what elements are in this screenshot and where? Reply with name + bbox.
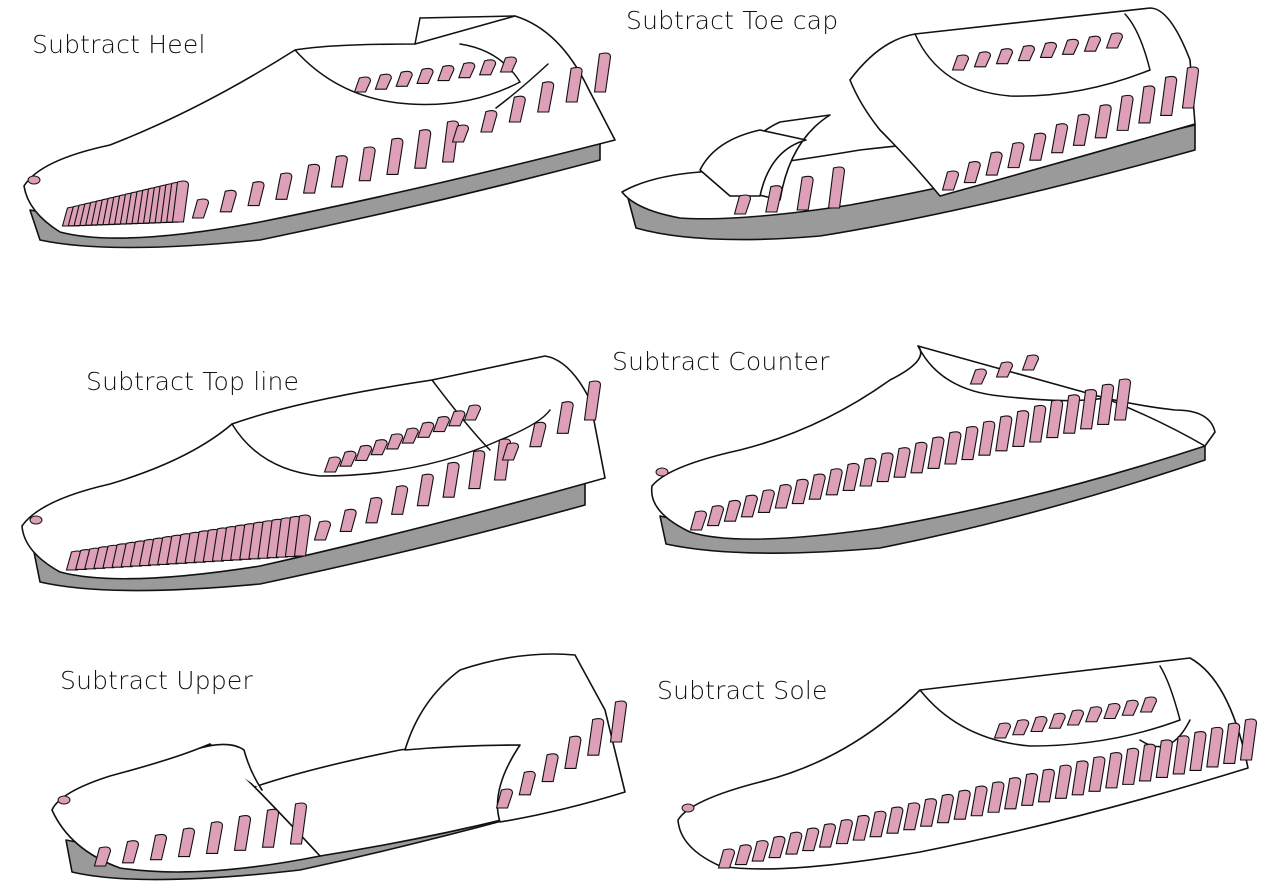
toe-stitch xyxy=(30,516,42,524)
stitch xyxy=(595,53,611,92)
toe-stitch xyxy=(682,804,694,812)
shoe-heel xyxy=(24,16,615,248)
shoe-counter xyxy=(652,346,1215,553)
stitch xyxy=(585,381,601,420)
stitch xyxy=(1023,355,1039,370)
stitch xyxy=(611,701,627,742)
stitch xyxy=(1241,719,1257,760)
panel-label-toecap: Subtract Toe cap xyxy=(626,6,839,35)
shoe-topline xyxy=(22,356,605,591)
panel-label-sole: Subtract Sole xyxy=(657,676,828,705)
panel-label-counter: Subtract Counter xyxy=(612,347,830,376)
toe-stitch xyxy=(656,468,668,476)
panel-label-upper: Subtract Upper xyxy=(60,666,253,695)
shoe-upper xyxy=(52,654,627,880)
panel-label-heel: Subtract Heel xyxy=(32,30,206,59)
shoe-sole xyxy=(678,658,1257,869)
toe-stitch xyxy=(58,796,70,804)
shoe-toecap xyxy=(622,8,1199,240)
toe-stitch xyxy=(28,176,40,184)
panel-label-topline: Subtract Top line xyxy=(86,367,300,396)
